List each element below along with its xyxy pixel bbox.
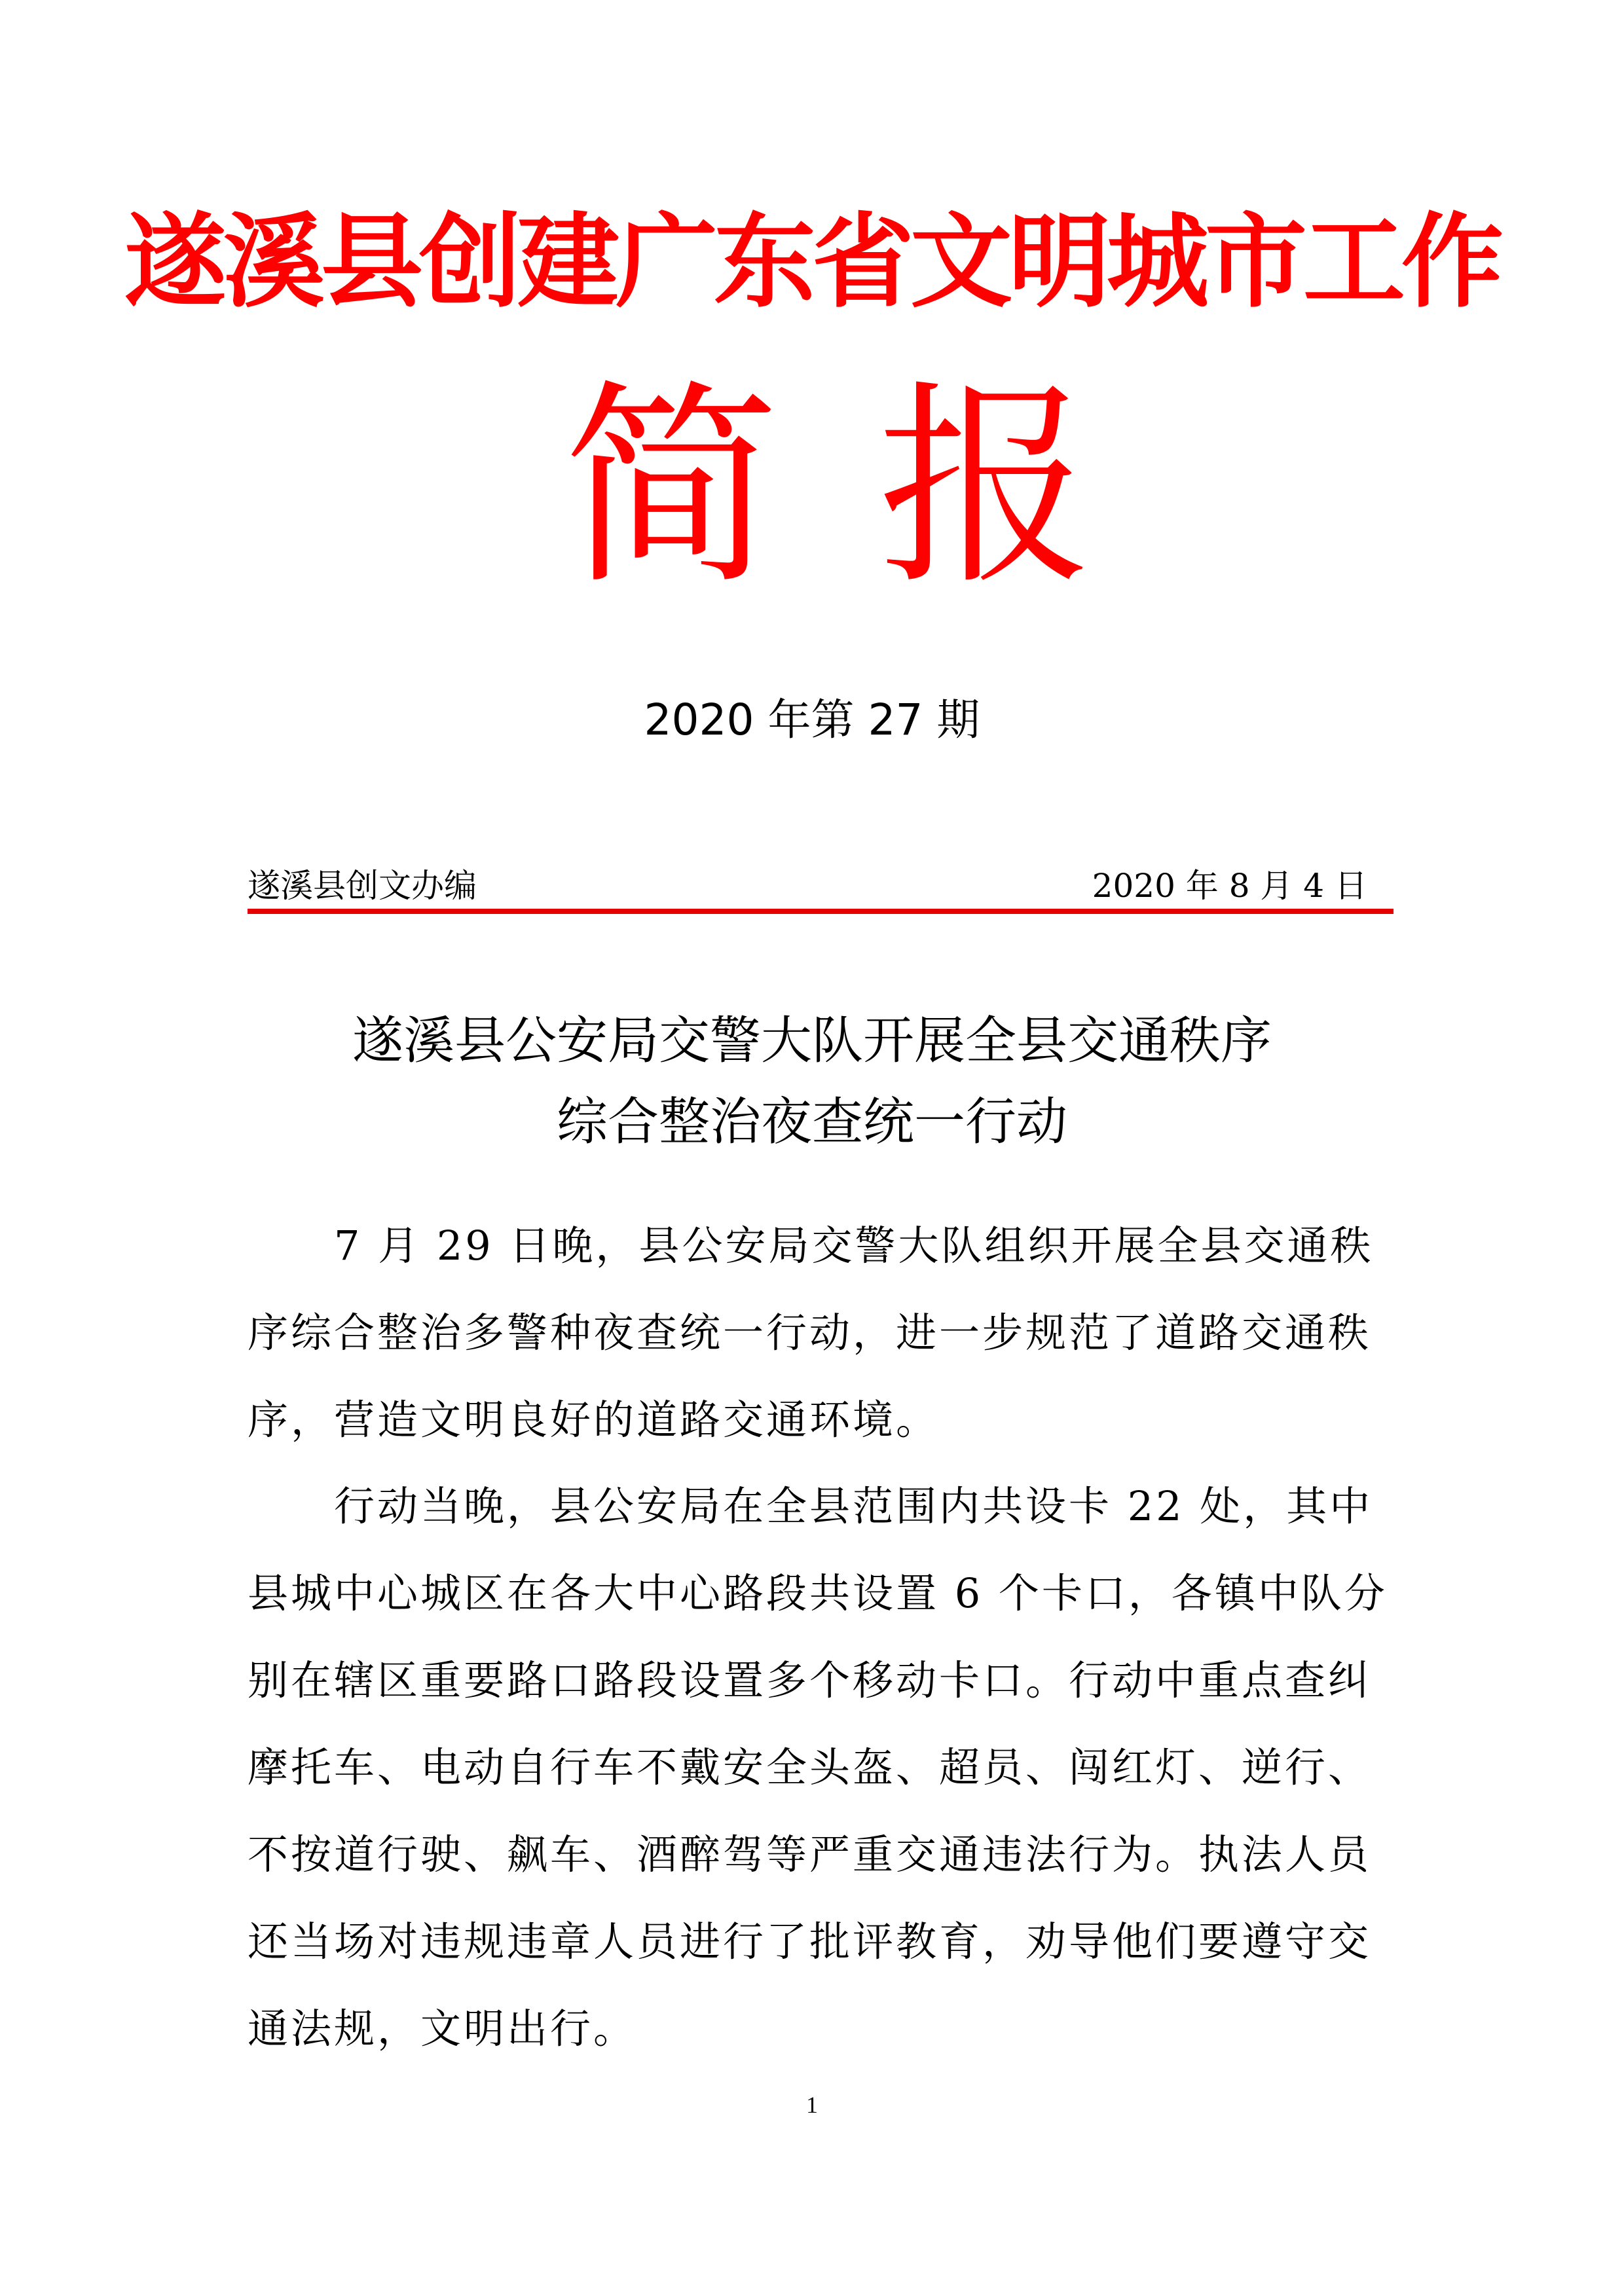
paragraph-1-line-3: 序，营造文明良好的道路交通环境。 (248, 1396, 940, 1444)
paragraph-2-line-3: 别在辖区重要路口路段设置多个移动卡口。行动中重点查纠 (248, 1656, 1372, 1704)
issue-number: 2020 年第 27 期 (644, 695, 980, 745)
paragraph-2 (248, 1463, 1388, 2072)
article-title-line-1: 遂溪县公安局交警大队开展全县交通秩序 (352, 1011, 1272, 1070)
masthead-big-char-2: 报 (877, 362, 1094, 613)
paragraph-2-line-4: 摩托车、电动自行车不戴安全头盔、超员、闯红灯、逆行、 (248, 1743, 1372, 1791)
paragraph-2-line-5: 不按道行驶、飙车、酒醉驾等严重交通违法行为。执法人员 (248, 1831, 1372, 1878)
paragraph-1-line-1: 7 月 29 日晚，县公安局交警大队组织开展全县交通秩 (248, 1222, 1374, 1269)
paragraph-1 (248, 1202, 1374, 1463)
paragraph-2-line-7: 通法规，文明出行。 (248, 2005, 637, 2052)
editor-name: 遂溪县创文办编 (248, 867, 477, 905)
article-title-line-2: 综合整治夜查统一行动 (556, 1093, 1067, 1152)
issue-date: 2020 年 8 月 4 日 (1092, 867, 1367, 905)
paragraph-2-line-1: 行动当晚，县公安局在全县范围内共设卡 22 处，其中 (248, 1482, 1373, 1530)
masthead-title: 遂溪县创建广东省文明城市工作 (124, 202, 1500, 321)
masthead-big-title (0, 363, 1624, 612)
red-divider-rule (248, 909, 1393, 914)
paragraph-2-line-6: 还当场对违规违章人员进行了批评教育，劝导他们要遵守交 (248, 1918, 1372, 1965)
editor-row (248, 863, 1393, 909)
paragraph-1-line-2: 序综合整治多警种夜查统一行动，进一步规范了道路交通秩 (248, 1309, 1372, 1357)
page-number: 1 (806, 2092, 818, 2118)
masthead-big-char-1: 简 (563, 362, 779, 613)
paragraph-2-line-2: 县城中心城区在各大中心路段共设置 6 个卡口，各镇中队分 (248, 1569, 1388, 1617)
